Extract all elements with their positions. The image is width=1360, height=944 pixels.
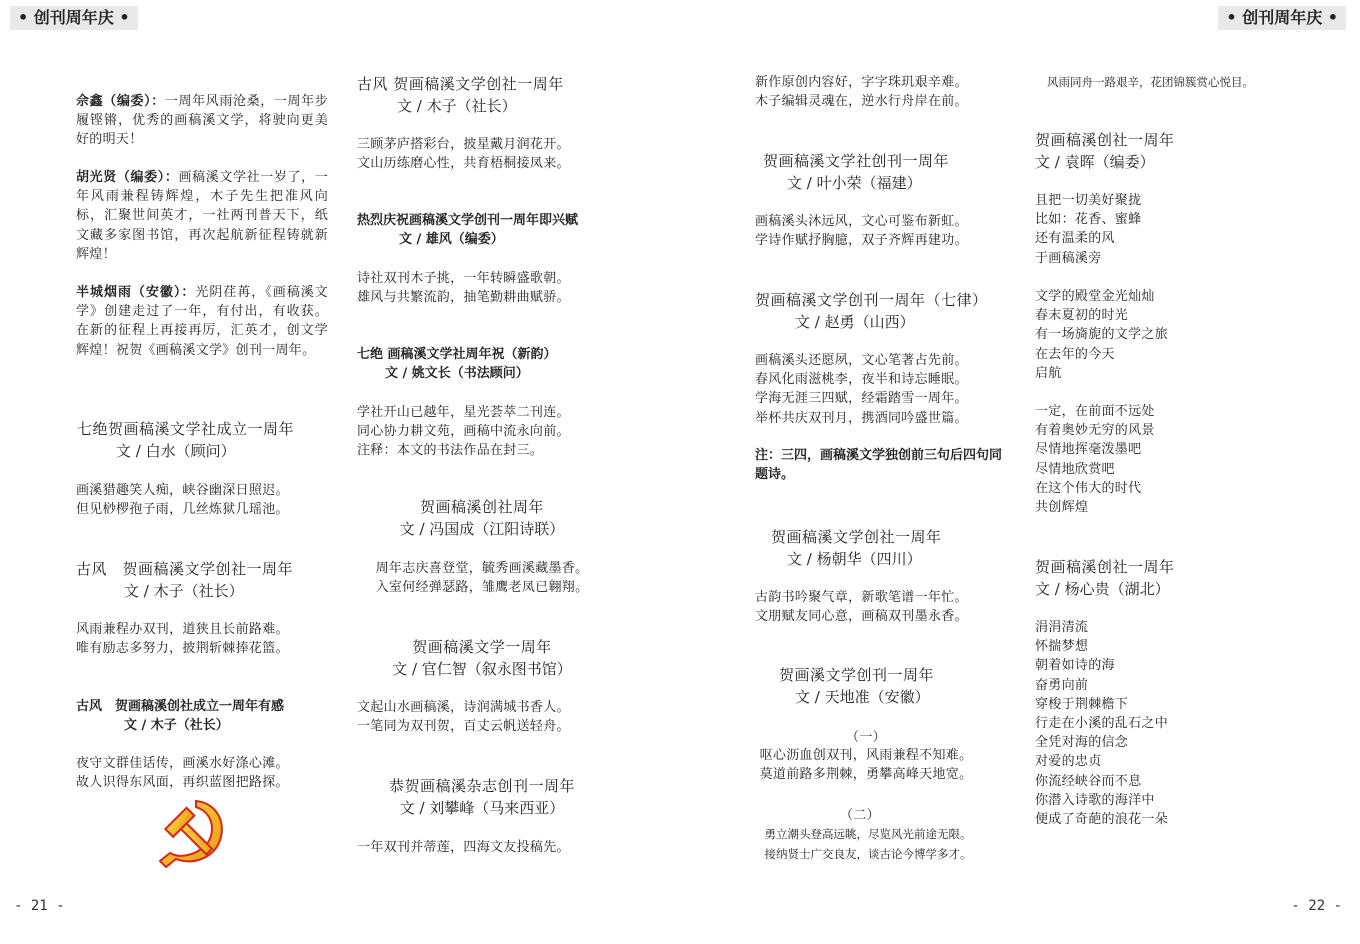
poem-title: 古风 贺画稿溪文学创社一周年 — [357, 75, 564, 93]
page-number-right: - 22 - — [1291, 898, 1342, 914]
poem-body: 涓涓清流 怀揣梦想 朝着如诗的海 奋勇向前 穿梭于荆棘檐下 行走在小溪的乱石之中 全凭对海的信念 对爱的忠贞 你流经峡谷而不息 你潜入诗歌的海洋中 便成了奇葩的浪花一朵 — [1035, 620, 1169, 828]
poem-stanza: 文学的殿堂金光灿灿 春末夏初的时光 有一场旖旎的文学之旅 在去年的今天 启航 — [1035, 289, 1169, 381]
poem-author: 文 / 白水（顾问） — [116, 442, 236, 460]
poem-section-label: （一） — [846, 730, 886, 745]
poem-title: 贺画稿溪创社一周年 — [1035, 131, 1175, 149]
poem-author: 文 / 杨心贵（湖北） — [1035, 580, 1170, 598]
poem-body-continued: 新作原创内容好，字字珠玑艰辛难。 木子编辑灵魂在，逆水行舟岸在前。 — [755, 75, 968, 110]
poem-title: 贺画稿溪文学创刊一周年（七律） — [755, 291, 988, 309]
poem-author: 文 / 叶小荣（福建） — [787, 174, 922, 192]
poem-author: 文 / 木子（社长） — [124, 718, 229, 733]
poem-body: 三顾茅庐搭彩台，披星戴月润花开。 文山历练磨心性，共育梧桐接凤来。 — [357, 137, 570, 172]
poem-body: 勇立潮头登高远眺，尽览风光前途无限。 接纳贤士广交良友，谈古论今博学多才。 — [764, 827, 972, 861]
poem-author: 文 / 木子（社长） — [124, 582, 244, 600]
poem-body: 周年志庆喜登堂，毓秀画溪藏墨香。 入室何经弹瑟路，雏鹰老凤已翱翔。 — [375, 561, 589, 596]
poem-body: 诗社双刊木子挑，一年转瞬盛歌朝。 雄风与共繁流韵，抽笔勤耕曲赋骄。 — [357, 271, 570, 306]
poem-title: 七绝 画稿溪文学社周年祝（新韵） — [357, 347, 557, 362]
message-2: 胡光贤（编委）：画稿溪文学社一岁了，一年风雨兼程铸辉煌，木子先生把准风向标，汇聚世间英才，一社两刊普天下，纸文藏多家图书馆，再次起航新征程铸就新辉煌！ — [76, 170, 328, 262]
poem-author: 文 / 木子（社长） — [397, 97, 517, 115]
poem-author: 文 / 杨朝华（四川） — [787, 550, 922, 568]
poem-author: 文 / 姚文长（书法顾问） — [385, 366, 529, 381]
poem-body: 学社开山已越年，星光荟萃二刊连。 同心协力耕文苑，画稿中流永向前。 注释：本文的书法作品在封三。 — [357, 405, 570, 459]
poem-title: 贺画稿溪文学社创刊一周年 — [763, 152, 950, 170]
poem-stanza: 且把一切美好聚拢 比如：花香、蜜蜂 还有温柔的风 于画稿溪旁 — [1035, 193, 1142, 266]
poem-title: 古风 贺画稿溪文学创社一周年 — [76, 560, 294, 578]
poem-stanza: 一定，在前面不远处 有着奥妙无穷的风景 尽情地挥毫泼墨吧 尽情地欣赏吧 在这个伟大的时代 共创辉煌 — [1035, 404, 1155, 516]
section-tag-right: • 创刊周年庆 • — [1218, 6, 1346, 30]
poem-body: 画稿溪头还愿夙，文心笔著占先前。 春风化雨滋桃李，夜半和诗忘睡眠。 学海无涯三四赋，经霜踏雪一周年。 举杯共庆双刊月，携酒同吟盛世篇。 — [755, 353, 968, 426]
poem-section-label: （二） — [840, 808, 880, 823]
poem-author: 文 / 官仁智（叙永图书馆） — [392, 660, 572, 678]
poem-body: 风雨兼程办双刊，道狭且长前路难。 唯有励志多努力，披荆斩棘捧花篮。 — [76, 622, 289, 657]
message-1: 佘鑫（编委）：一周年风雨沧桑，一周年步履铿锵，优秀的画稿溪文学，将驶向更美好的明天！ — [76, 94, 328, 148]
poem-body: 画稿溪头沐远风，文心可鉴布新虹。 学诗作赋抒胸臆，双子齐辉再建功。 — [755, 214, 968, 249]
section-tag-left: • 创刊周年庆 • — [10, 6, 138, 30]
poem-author: 文 / 赵勇（山西） — [795, 313, 915, 331]
poem-author: 文 / 天地准（安徽） — [795, 688, 930, 706]
poem-title: 恭贺画稿溪杂志创刊一周年 — [388, 777, 575, 795]
poem-title: 热烈庆祝画稿溪文学创刊一周年即兴赋 — [357, 213, 579, 228]
poem-body: 呕心沥血创双刊，风雨兼程不知难。 莫道前路多荆棘，勇攀高峰天地宽。 — [759, 748, 973, 783]
page-number-left: - 21 - — [14, 898, 65, 914]
poem-body-continued: 风雨同舟一路艰辛，花团锦簇赏心悦目。 — [1047, 75, 1254, 89]
poem-body: 夜守文群佳话传，画溪水好涤心滩。 故人识得东风面，再织蓝图把路探。 — [76, 756, 289, 791]
hammer-and-sickle-icon — [152, 795, 232, 871]
poem-author: 文 / 雄风（编委） — [399, 232, 504, 247]
poem-title: 贺画稿溪创社周年 — [419, 498, 544, 516]
poem-body: 古韵书吟聚气章，新歌笔谱一年忙。 文朋赋友同心意，画稿双刊墨永香。 — [755, 590, 968, 625]
poem-title: 七绝贺画稿溪文学社成立一周年 — [77, 420, 295, 438]
poem-body: 文起山水画稿溪，诗润满城书香人。 一笔同为双刊贺，百丈云帆送轻舟。 — [357, 700, 570, 735]
poem-body: 一年双刊并蒂莲，四海文友投稿先。 — [357, 840, 570, 855]
poem-body: 画溪猎趣笑人痴，峡谷幽深日照迟。 但见桫椤孢子雨，几丝炼狱几瑶池。 — [76, 483, 289, 518]
poem-title: 贺画稿溪文学创社一周年 — [771, 528, 942, 546]
poem-author: 文 / 冯国成（江阳诗联） — [399, 520, 565, 538]
poem-title: 古风 贺画稿溪创社成立一周年有感 — [76, 699, 285, 714]
poem-title: 贺画溪文学创刊一周年 — [779, 666, 935, 684]
poem-author: 文 / 刘攀峰（马来西亚） — [399, 799, 565, 817]
poem-author: 文 / 袁晖（编委） — [1035, 153, 1155, 171]
poem-note: 注：三四，画稿溪文学独创前三句后四句同题诗。 — [755, 448, 1003, 483]
poem-title: 贺画稿溪文学一周年 — [412, 638, 552, 656]
message-3: 半城烟雨（安徽）：光阴荏苒，《画稿溪文学》创建走过了一年，有付出，有收获。在新的征程上再接再厉，汇英才，创文学辉煌！祝贺《画稿溪文学》创刊一周年。 — [76, 285, 328, 358]
poem-title: 贺画稿溪创社一周年 — [1035, 558, 1175, 576]
